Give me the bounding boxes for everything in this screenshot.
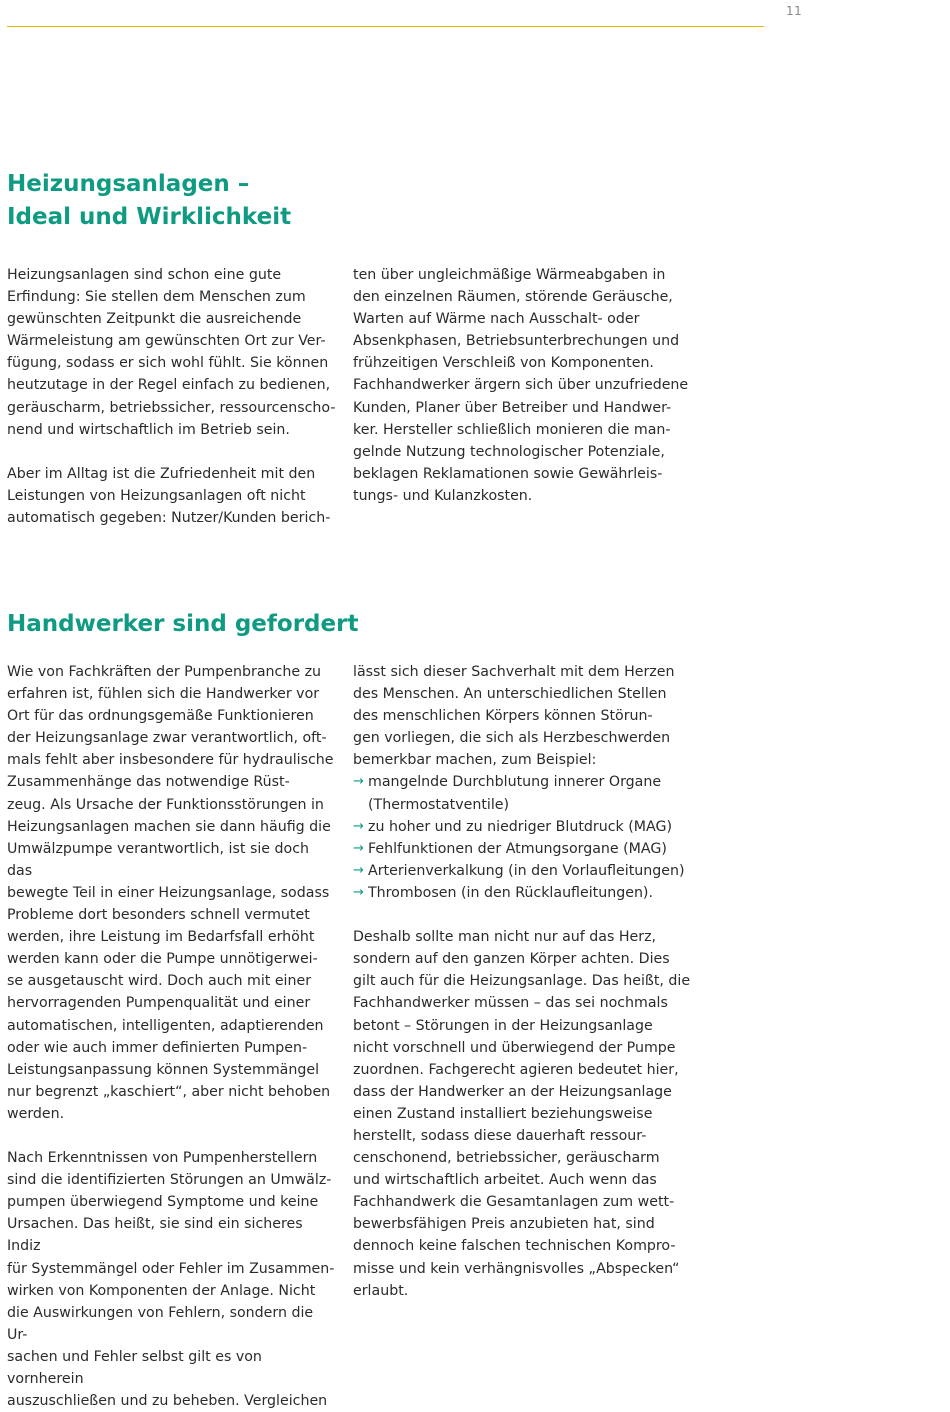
- text-line: Warten auf Wärme nach Ausschalt- oder: [353, 311, 640, 328]
- list-item: [353, 882, 698, 904]
- text-line: sondern auf den ganzen Körper achten. Dies: [353, 951, 670, 968]
- list-item: [353, 860, 698, 882]
- text-line: gilt auch für die Heizungsanlage. Das heißt, die: [353, 973, 691, 990]
- text-line: frühzeitigen Verschleiß von Komponenten.: [353, 355, 654, 372]
- text-line: einen Zustand installiert beziehungsweise: [353, 1105, 653, 1122]
- text-line: bemerkbar machen, zum Beispiel:: [353, 752, 597, 769]
- text-line: heutzutage in der Regel einfach zu bedienen,: [7, 377, 331, 394]
- text-line: der Heizungsanlage zwar verantwortlich, oft-: [7, 730, 327, 747]
- text-line: für Systemmängel oder Fehler im Zusammen-: [7, 1260, 335, 1277]
- section-title-line: Heizungsanlagen –: [7, 171, 250, 197]
- list-item-text: zu hoher und zu niedriger Blutdruck (MAG): [368, 818, 672, 835]
- list-item-text: mangelnde Durchblutung innerer Organe: [368, 774, 662, 791]
- text-line: dennoch keine falschen technischen Kompro-: [353, 1238, 676, 1255]
- text-line: herstellt, sodass diese dauerhaft ressour-: [353, 1127, 647, 1144]
- text-line: und wirtschaftlich arbeitet. Auch wenn das: [353, 1172, 657, 1189]
- paragraph-gap: [353, 904, 698, 926]
- text-line: bewegte Teil in einer Heizungsanlage, sodass: [7, 884, 330, 901]
- section2-intro: [353, 661, 698, 771]
- text-line: se ausgetauscht wird. Doch auch mit einer: [7, 973, 312, 990]
- text-line: oder wie auch immer definierten Pumpen-: [7, 1039, 308, 1056]
- list-item-text: Fehlfunktionen der Atmungsorgane (MAG): [368, 840, 667, 857]
- section-title-line: Ideal und Wirklichkeit: [7, 204, 292, 230]
- section2-outro: [353, 926, 698, 1302]
- text-line: sind die identifizierten Störungen an Umwälz-: [7, 1172, 332, 1189]
- text-line: werden, ihre Leistung im Bedarfsfall erhöht: [7, 929, 315, 946]
- text-line: Fachhandwerker ärgern sich über unzufriedene: [353, 377, 689, 394]
- text-line: Absenkphasen, Betriebsunterbrechungen und: [353, 333, 680, 350]
- section1-left-column: [7, 264, 337, 529]
- text-line: auszuschließen und zu beheben. Vergleichen: [7, 1393, 328, 1410]
- text-line: die Auswirkungen von Fehlern, sondern die Ur-: [7, 1304, 314, 1343]
- list-item: [353, 771, 698, 815]
- section2-right-column: [353, 661, 698, 1302]
- text-line: werden.: [7, 1105, 65, 1122]
- list-item-text: Thrombosen (in den Rücklaufleitungen).: [368, 884, 653, 901]
- text-line: pumpen überwiegend Symptome und keine: [7, 1194, 319, 1211]
- text-line: Leistungsanpassung können Systemmängel: [7, 1061, 320, 1078]
- text-line: bewerbsfähigen Preis anzubieten hat, sind: [353, 1216, 655, 1233]
- text-line: dass der Handwerker an der Heizungsanlage: [353, 1083, 672, 1100]
- text-line: lässt sich dieser Sachverhalt mit dem Herzen: [353, 664, 675, 680]
- text-line: erlaubt.: [353, 1282, 409, 1299]
- text-line: zeug. Als Ursache der Funktionsstörungen in: [7, 796, 324, 813]
- arrow-right-icon: →: [353, 818, 364, 834]
- text-line: Heizungsanlagen machen sie dann häufig die: [7, 818, 331, 835]
- paragraph-gap: [7, 441, 337, 463]
- text-line: nur begrenzt „kaschiert“, aber nicht behoben: [7, 1083, 331, 1100]
- text-line: wirken von Komponenten der Anlage. Nicht: [7, 1282, 316, 1299]
- section2-left-column: [7, 661, 337, 1412]
- arrow-right-icon: →: [353, 774, 364, 790]
- text-line: Wärmeleistung am gewünschten Ort zur Ver-: [7, 333, 326, 350]
- text-line: ker. Hersteller schließlich monieren die man-: [353, 421, 671, 438]
- text-line: hervorragenden Pumpenqualität und einer: [7, 995, 311, 1012]
- text-line: censchonend, betriebssicher, geräuscharm: [353, 1150, 660, 1167]
- text-line: Kunden, Planer über Betreiber und Handwer-: [353, 399, 672, 416]
- text-line: Probleme dort besonders schnell vermutet: [7, 907, 310, 924]
- text-line: betont – Störungen in der Heizungsanlage: [353, 1017, 653, 1034]
- text-line: misse und kein verhängnisvolles „Abspecken“: [353, 1260, 680, 1277]
- paragraph-gap: [7, 1125, 337, 1147]
- text-line: Fachhandwerker müssen – das sei nochmals: [353, 995, 668, 1012]
- text-line: des menschlichen Körpers können Störun-: [353, 708, 653, 725]
- text-line: ten über ungleichmäßige Wärmeabgaben in: [353, 267, 666, 283]
- list-item-text: Arterienverkalkung (in den Vorlaufleitungen): [368, 862, 685, 879]
- text-line: automatischen, intelligenten, adaptierenden: [7, 1017, 324, 1034]
- list-item-text: (Thermostatventile): [368, 796, 510, 813]
- list-item: [353, 838, 698, 860]
- text-line: Ort für das ordnungsgemäße Funktionieren: [7, 708, 314, 725]
- text-line: gelnde Nutzung technologischer Potenziale,: [353, 443, 665, 460]
- text-line: Aber im Alltag ist die Zufriedenheit mit den: [7, 465, 316, 482]
- text-line: Erfindung: Sie stellen dem Menschen zum: [7, 289, 306, 306]
- text-line: Ursachen. Das heißt, sie sind ein sicheres Indiz: [7, 1216, 303, 1255]
- header-rule: [7, 26, 764, 27]
- section1-right-column: [353, 264, 693, 507]
- text-line: geräuscharm, betriebssicher, ressourcenscho-: [7, 399, 336, 416]
- text-line: gen vorliegen, die sich als Herzbeschwerden: [353, 730, 671, 747]
- text-line: nend und wirtschaftlich im Betrieb sein.: [7, 421, 290, 438]
- text-line: sachen und Fehler selbst gilt es von vornherein: [7, 1348, 262, 1387]
- text-line: automatisch gegeben: Nutzer/Kunden berich-: [7, 510, 331, 527]
- section-title-handwerker: Handwerker sind gefordert: [7, 611, 359, 637]
- text-line: tungs- und Kulanzkosten.: [353, 487, 533, 504]
- text-line: Wie von Fachkräften der Pumpenbranche zu: [7, 664, 322, 680]
- text-line: gewünschten Zeitpunkt die ausreichende: [7, 311, 302, 328]
- text-line: werden kann oder die Pumpe unnötigerwei-: [7, 951, 318, 968]
- arrow-right-icon: →: [353, 862, 364, 878]
- text-line: nicht vorschnell und überwiegend der Pumpe: [353, 1039, 676, 1056]
- page-number: 11: [786, 4, 803, 18]
- arrow-right-icon: →: [353, 884, 364, 900]
- text-line: Zusammenhänge das notwendige Rüst-: [7, 774, 290, 791]
- symptom-list: [353, 771, 698, 904]
- text-line: Nach Erkenntnissen von Pumpenherstellern: [7, 1150, 318, 1167]
- text-line: fügung, sodass er sich wohl fühlt. Sie können: [7, 355, 329, 372]
- text-line: zuordnen. Fachgerecht agieren bedeutet hier,: [353, 1061, 679, 1078]
- text-line: Deshalb sollte man nicht nur auf das Herz,: [353, 929, 657, 946]
- section-title-heizungsanlagen: [7, 168, 507, 234]
- text-line: erfahren ist, fühlen sich die Handwerker vor: [7, 686, 320, 703]
- text-line: des Menschen. An unterschiedlichen Stellen: [353, 686, 667, 703]
- text-line: den einzelnen Räumen, störende Geräusche,: [353, 289, 673, 306]
- text-line: Leistungen von Heizungsanlagen oft nicht: [7, 487, 306, 504]
- list-item: [353, 816, 698, 838]
- text-line: Umwälzpumpe verantwortlich, ist sie doch das: [7, 840, 309, 879]
- text-line: Fachhandwerk die Gesamtanlagen zum wett-: [353, 1194, 675, 1211]
- text-line: beklagen Reklamationen sowie Gewährleis-: [353, 465, 663, 482]
- text-line: Heizungsanlagen sind schon eine gute: [7, 267, 282, 283]
- text-line: mals fehlt aber insbesondere für hydraulische: [7, 752, 334, 769]
- arrow-right-icon: →: [353, 840, 364, 856]
